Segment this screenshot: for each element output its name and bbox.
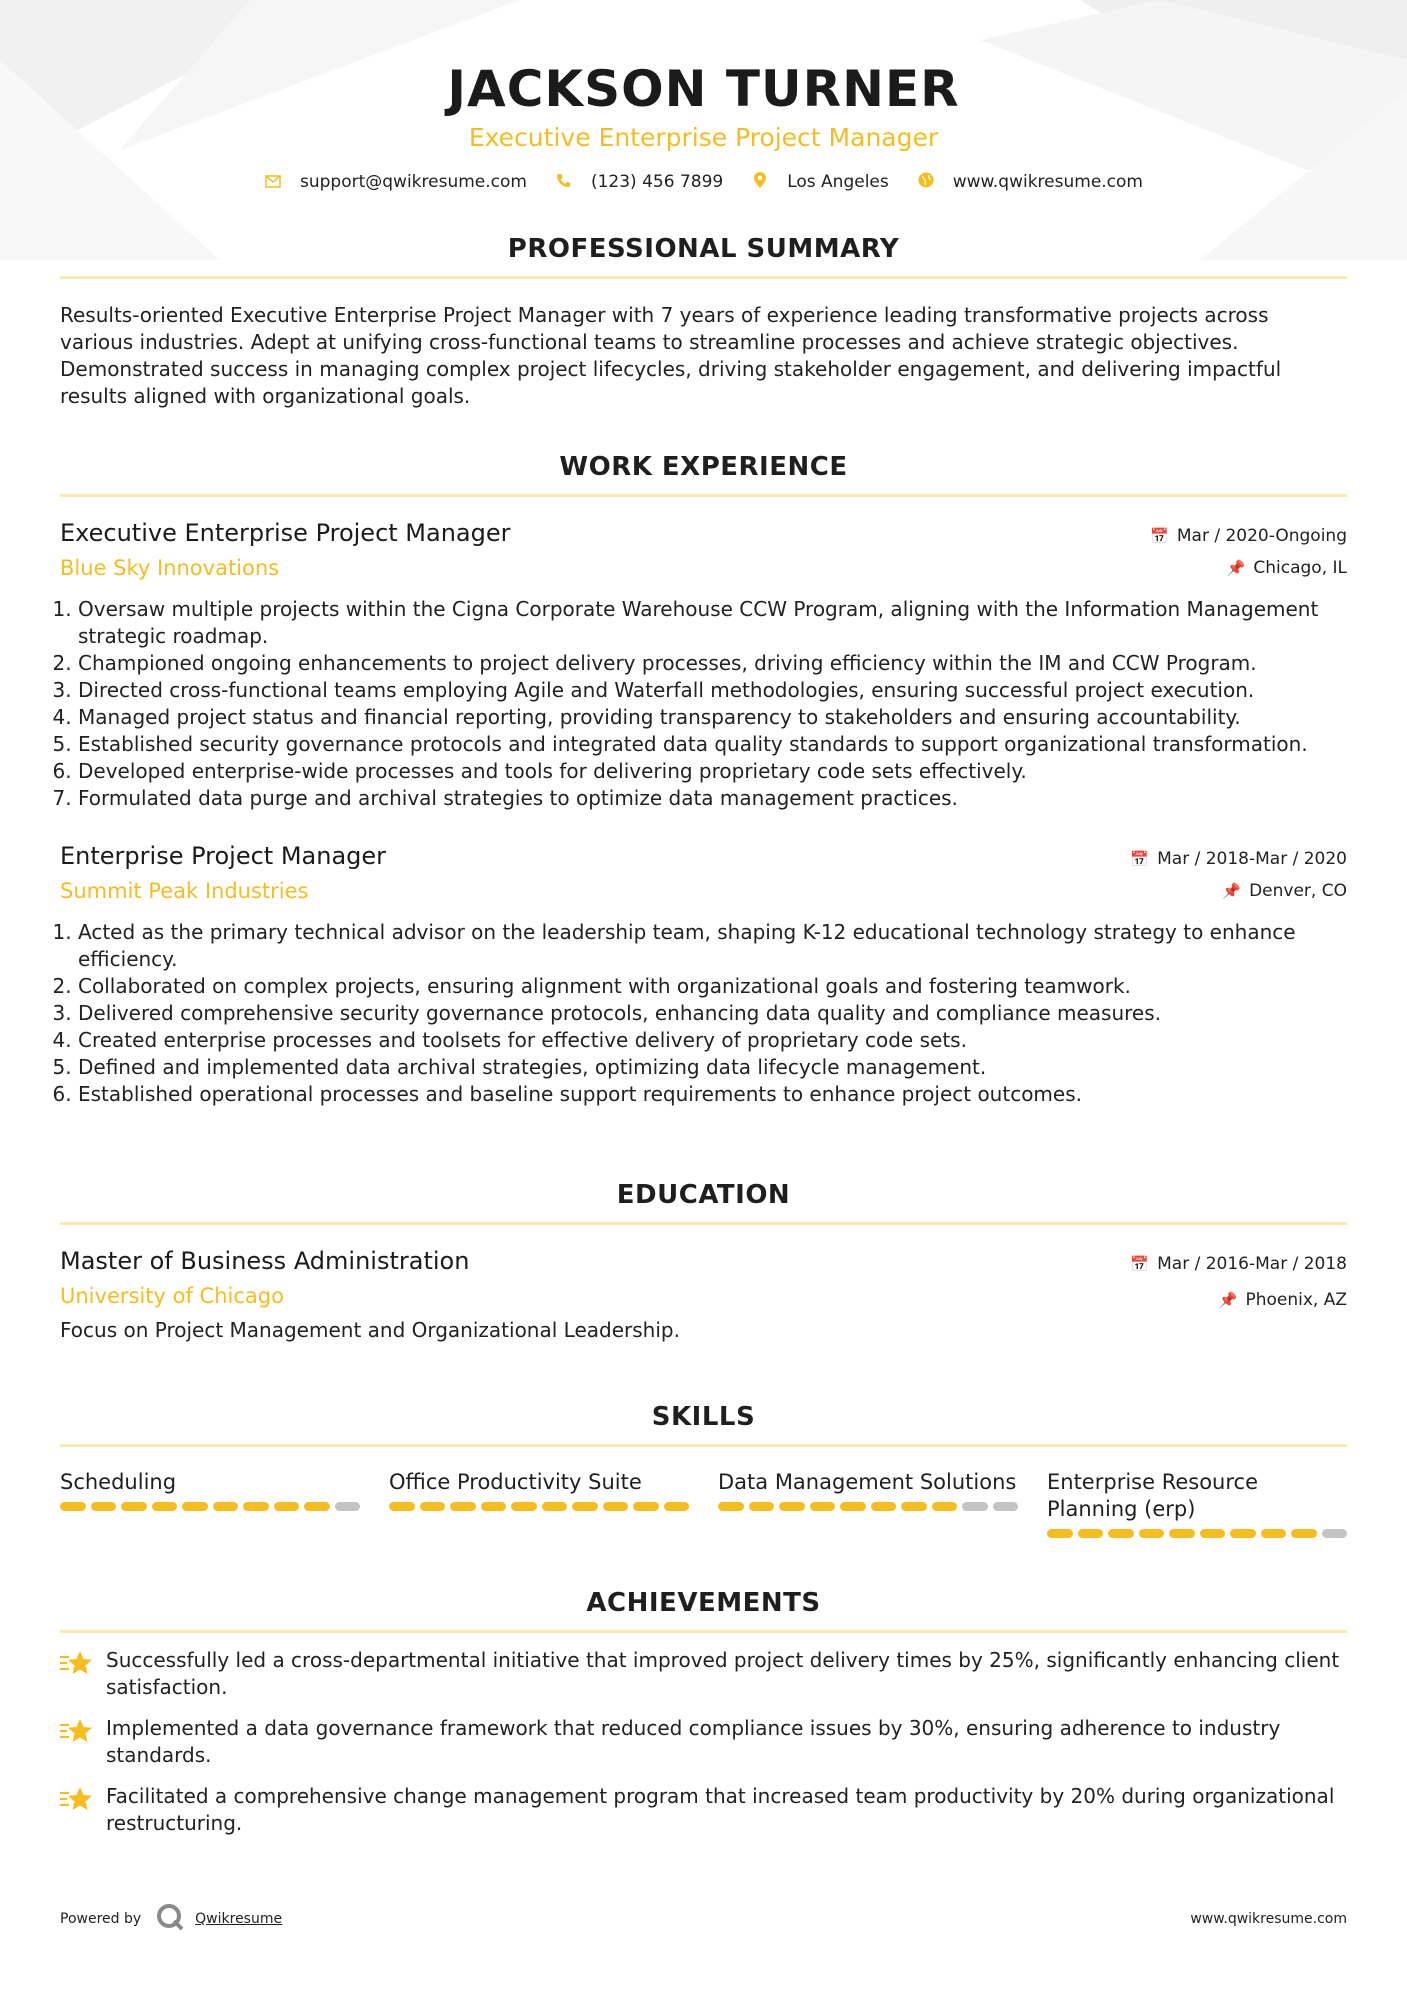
skill-name: Office Productivity Suite: [389, 1470, 642, 1494]
skill-segment-filled: [840, 1502, 866, 1511]
achievements-section: [60, 1588, 1347, 1837]
job-location-text: Denver, CO: [1249, 881, 1347, 901]
skill-rating-bar: [60, 1502, 360, 1511]
star-icon: [60, 1715, 106, 1749]
contact-location-text: Los Angeles: [787, 172, 889, 192]
experience-heading: WORK EXPERIENCE: [60, 452, 1347, 497]
list-item: [60, 1647, 1347, 1701]
education-entry: [60, 1245, 1347, 1344]
job-dates-text: Mar / 2018-Mar / 2020: [1157, 849, 1347, 869]
summary-section: [60, 234, 1347, 410]
star-icon: [60, 1647, 106, 1681]
job-dates: [1130, 848, 1347, 870]
list-item: 7. Formulated data purge and archival strategies to optimize data management practices.: [78, 785, 1347, 812]
list-item: 3. Delivered comprehensive security governance protocols, enhancing data quality and compliance measures.: [78, 1000, 1347, 1027]
achievements-list: [60, 1647, 1347, 1837]
job-dates: [1150, 525, 1347, 547]
achievements-heading: ACHIEVEMENTS: [60, 1588, 1347, 1633]
contact-website[interactable]: [917, 172, 1143, 192]
skill-segment-filled: [810, 1502, 836, 1511]
job-header: [60, 517, 1347, 582]
pushpin-icon: 📌: [1226, 559, 1246, 577]
skill-segment-filled: [420, 1502, 446, 1511]
skill-segment-empty: [335, 1502, 361, 1511]
envelope-icon: [264, 173, 282, 192]
job-title: Executive Enterprise Project Manager: [60, 519, 511, 547]
skill-segment-filled: [91, 1502, 117, 1511]
skill-segment-filled: [572, 1502, 598, 1511]
powered-by: [60, 1902, 282, 1936]
skill-segment-filled: [213, 1502, 239, 1511]
skill-segment-filled: [1169, 1529, 1195, 1538]
skill-segment-filled: [901, 1502, 927, 1511]
skill-segment-filled: [633, 1502, 659, 1511]
list-item: 4. Created enterprise processes and toolsets for effective delivery of proprietary code sets.: [78, 1027, 1347, 1054]
degree-title: Master of Business Administration: [60, 1247, 470, 1275]
candidate-name: JACKSON TURNER: [447, 60, 960, 118]
list-item: 4. Managed project status and financial reporting, providing transparency to stakeholders and ensuring accountability.: [78, 704, 1347, 731]
skill-segment-empty: [962, 1502, 988, 1511]
job-bullets: [60, 596, 1347, 812]
skill-segment-filled: [182, 1502, 208, 1511]
achievement-text: Implemented a data governance framework that reduced compliance issues by 30%, ensuring adherence to industry standards.: [106, 1716, 1281, 1767]
education-description: Focus on Project Management and Organizational Leadership.: [60, 1318, 680, 1342]
skill-segment-filled: [274, 1502, 300, 1511]
qwikresume-logo-icon: [155, 1902, 185, 1936]
contact-email[interactable]: [264, 172, 527, 192]
education-dates: [1130, 1253, 1347, 1275]
job-title: Enterprise Project Manager: [60, 842, 387, 870]
pushpin-icon: 📌: [1218, 1291, 1238, 1309]
skill-segment-filled: [664, 1502, 690, 1511]
education-header: [60, 1245, 1347, 1311]
skill-segment-filled: [932, 1502, 958, 1511]
school-name: University of Chicago: [60, 1284, 284, 1308]
job-dates-text: Mar / 2020-Ongoing: [1176, 526, 1347, 546]
list-item: 5. Defined and implemented data archival strategies, optimizing data lifecycle management.: [78, 1054, 1347, 1081]
calendar-icon: 📅: [1150, 527, 1169, 545]
skill-segment-filled: [603, 1502, 629, 1511]
pushpin-icon: 📌: [1222, 882, 1242, 900]
skill-segment-filled: [450, 1502, 476, 1511]
education-location: [1130, 1289, 1347, 1311]
list-item: 1. Oversaw multiple projects within the Cigna Corporate Warehouse CCW Program, aligning with the Information Management strategic roadmap.: [78, 596, 1347, 650]
job-location-text: Chicago, IL: [1253, 558, 1347, 578]
page-footer: [60, 1902, 1347, 1936]
skill-segment-filled: [1230, 1529, 1256, 1538]
job-entry: [60, 840, 1347, 1108]
job-company: Summit Peak Industries: [60, 879, 309, 903]
skill-item: [1047, 1469, 1347, 1538]
skills-heading: SKILLS: [60, 1402, 1347, 1447]
skill-rating-bar: [718, 1502, 1018, 1511]
skill-segment-filled: [304, 1502, 330, 1511]
contact-website-text: www.qwikresume.com: [952, 172, 1143, 192]
list-item: 2. Championed ongoing enhancements to project delivery processes, driving efficiency within the IM and CCW Program.: [78, 650, 1347, 677]
skill-segment-filled: [389, 1502, 415, 1511]
skill-segment-filled: [121, 1502, 147, 1511]
achievement-text: Facilitated a comprehensive change management program that increased team productivity by 20% during organizational restructuring.: [106, 1784, 1335, 1835]
skills-section: [60, 1402, 1347, 1538]
skill-name: Scheduling: [60, 1470, 177, 1494]
map-pin-icon: [751, 172, 769, 192]
contact-phone[interactable]: [555, 172, 723, 192]
skill-segment-filled: [1047, 1529, 1073, 1538]
job-company: Blue Sky Innovations: [60, 556, 280, 580]
job-location: [1150, 557, 1347, 579]
skill-segment-filled: [1261, 1529, 1287, 1538]
skill-segment-filled: [1291, 1529, 1317, 1538]
list-item: 6. Developed enterprise-wide processes and tools for delivering proprietary code sets effectively.: [78, 758, 1347, 785]
list-item: [60, 1715, 1347, 1769]
candidate-role: Executive Enterprise Project Manager: [468, 123, 939, 152]
skill-segment-filled: [243, 1502, 269, 1511]
education-meta: [1130, 1245, 1347, 1311]
education-location-text: Phoenix, AZ: [1245, 1290, 1347, 1310]
skill-name: Data Management Solutions: [718, 1470, 1017, 1494]
skill-segment-empty: [993, 1502, 1019, 1511]
job-entry: [60, 517, 1347, 812]
list-item: 3. Directed cross-functional teams employing Agile and Waterfall methodologies, ensuring successful project execution.: [78, 677, 1347, 704]
skill-segment-filled: [871, 1502, 897, 1511]
achievement-text: Successfully led a cross-departmental initiative that improved project delivery times by 25%, significantly enhancing client satisfaction.: [106, 1648, 1340, 1699]
skill-segment-filled: [749, 1502, 775, 1511]
education-section: [60, 1180, 1347, 1344]
contact-location: [751, 172, 889, 192]
skill-segment-filled: [1078, 1529, 1104, 1538]
footer-website-link[interactable]: www.qwikresume.com: [1190, 1911, 1347, 1927]
contact-phone-text: (123) 456 7899: [590, 172, 724, 192]
skill-segment-filled: [1108, 1529, 1134, 1538]
powered-by-label: Powered by: [60, 1911, 142, 1927]
calendar-icon: 📅: [1130, 1255, 1150, 1273]
job-location: [1130, 880, 1347, 902]
job-bullets: [60, 919, 1347, 1108]
resume-header: [0, 0, 1407, 192]
skill-rating-bar: [1047, 1529, 1347, 1538]
brand-link[interactable]: Qwikresume: [195, 1911, 283, 1927]
skill-item: [60, 1469, 360, 1538]
skill-item: [718, 1469, 1018, 1538]
job-meta: [1130, 840, 1347, 902]
list-item: 5. Established security governance protocols and integrated data quality standards to support organizational transformation.: [78, 731, 1347, 758]
list-item: 6. Established operational processes and baseline support requirements to enhance project outcomes.: [78, 1081, 1347, 1108]
skill-segment-filled: [1139, 1529, 1165, 1538]
contact-row: [0, 172, 1407, 192]
calendar-icon: 📅: [1130, 850, 1150, 868]
skill-segment-filled: [718, 1502, 744, 1511]
globe-icon: [917, 172, 935, 192]
skill-name: Enterprise Resource Planning (erp): [1047, 1470, 1259, 1521]
skill-segment-filled: [779, 1502, 805, 1511]
summary-text: Results-oriented Executive Enterprise Project Manager with 7 years of experience leading transformative projects across various industries. Adept at unifying cross-functional teams to streamline processes and achieve strategic objectives. Demonstrated success in managing complex project lifecycles, driving stakeholder engagement, and delivering impactful results aligned with organizational goals.: [60, 303, 1282, 408]
skill-segment-filled: [511, 1502, 537, 1511]
skill-segment-filled: [481, 1502, 507, 1511]
contact-email-text: support@qwikresume.com: [300, 172, 527, 192]
list-item: 1. Acted as the primary technical advisor on the leadership team, shaping K-12 educational technology strategy to enhance efficiency.: [78, 919, 1347, 973]
skill-segment-empty: [1322, 1529, 1348, 1538]
skill-rating-bar: [389, 1502, 689, 1511]
list-item: 2. Collaborated on complex projects, ensuring alignment with organizational goals and fostering teamwork.: [78, 973, 1347, 1000]
skills-grid: [60, 1469, 1347, 1538]
star-icon: [60, 1783, 106, 1817]
education-dates-text: Mar / 2016-Mar / 2018: [1157, 1254, 1347, 1274]
skill-segment-filled: [542, 1502, 568, 1511]
list-item: [60, 1783, 1347, 1837]
experience-section: [60, 452, 1347, 1108]
job-meta: [1150, 517, 1347, 579]
skill-item: [389, 1469, 689, 1538]
skill-segment-filled: [60, 1502, 86, 1511]
phone-icon: [555, 173, 573, 192]
skill-segment-filled: [152, 1502, 178, 1511]
education-heading: EDUCATION: [60, 1180, 1347, 1225]
skill-segment-filled: [1200, 1529, 1226, 1538]
job-header: [60, 840, 1347, 905]
summary-heading: PROFESSIONAL SUMMARY: [60, 234, 1347, 279]
